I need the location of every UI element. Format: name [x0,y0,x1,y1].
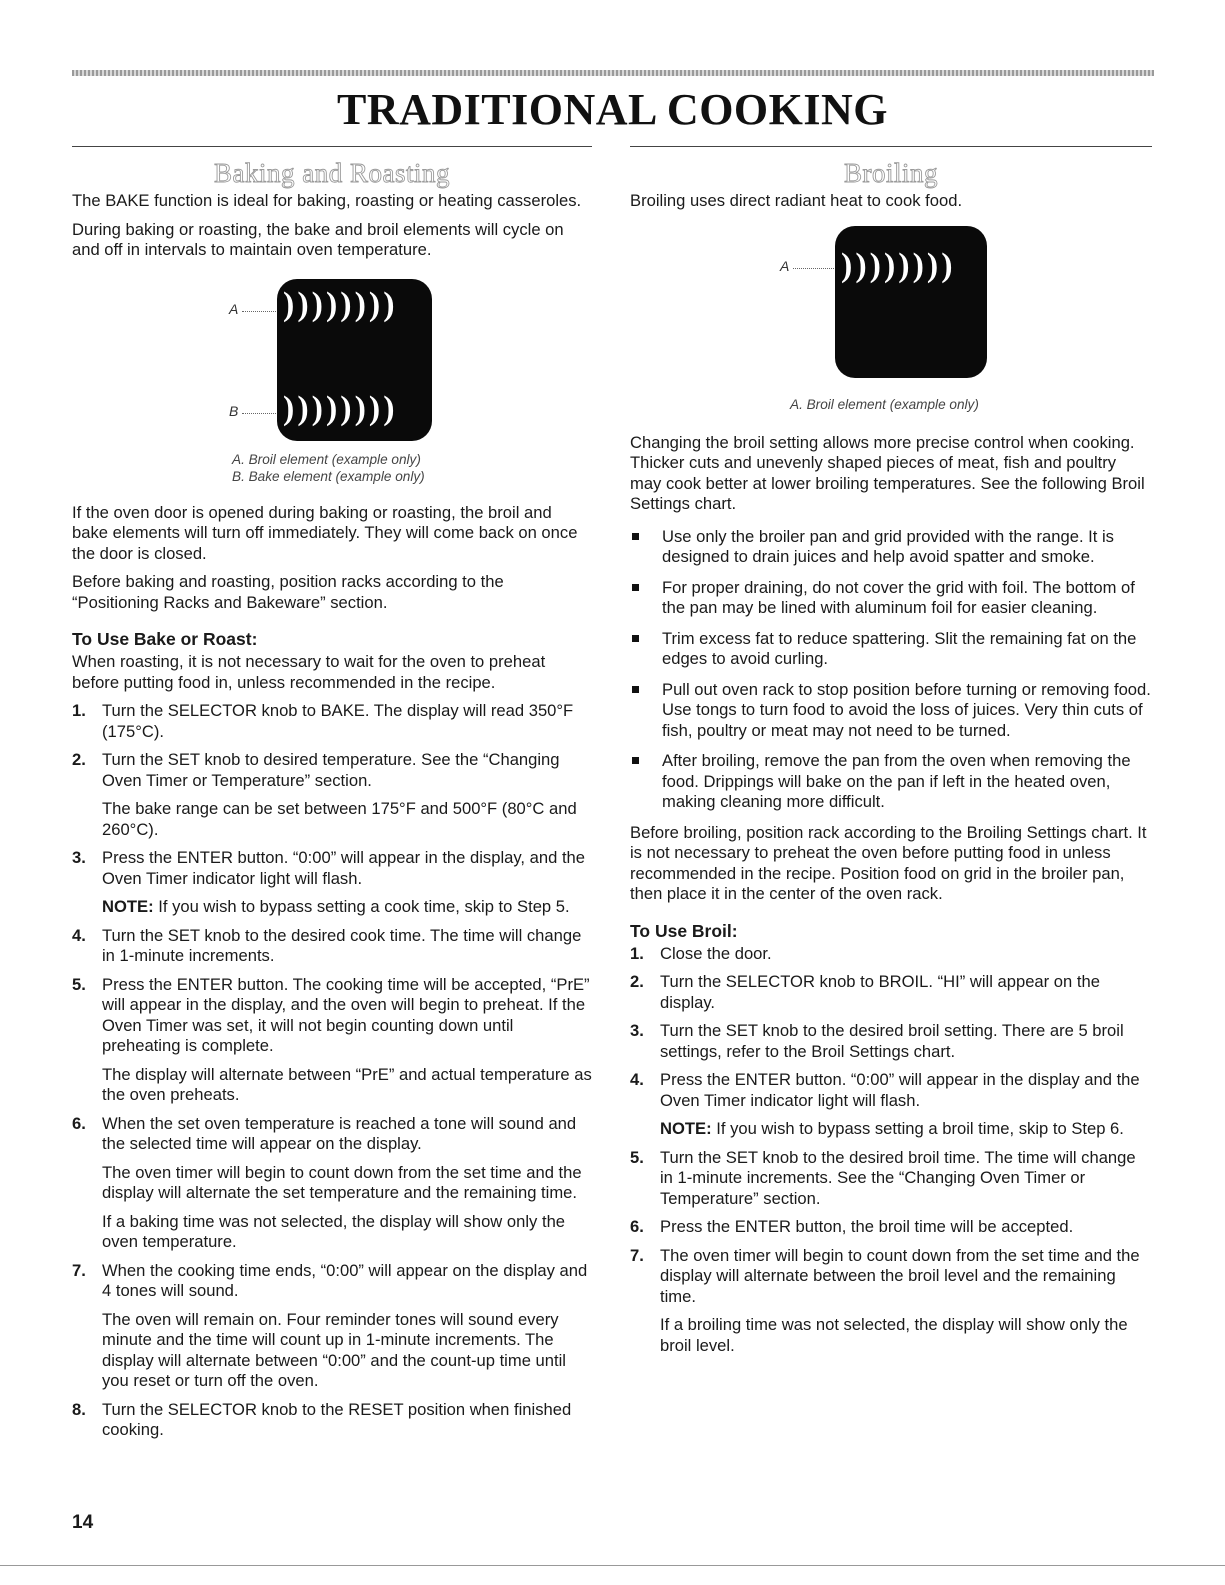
page-number: 14 [72,1512,94,1533]
broil-element-diagram-icon [835,226,987,378]
step-text: Press the ENTER button. “0:00” will appear in the display and the Oven Timer indicator light will flash. [660,1070,1140,1110]
callout-a: A [780,257,790,274]
bullet-square-icon [632,584,639,591]
list-item [630,680,1152,742]
oven-elements-diagram-icon [277,279,432,441]
step-number: 2. [630,972,644,991]
step-text: When the set oven temperature is reached a tone will sound and the selected time will appear on the display. [102,1113,577,1153]
bullet-square-icon [632,533,639,540]
top-decorative-rule [72,70,1154,76]
step-text: Turn the SET knob to the desired broil setting. There are 5 broil settings, refer to the Broil Settings chart. [660,1021,1124,1061]
bullet-square-icon [632,635,639,642]
step-number: 7. [630,1245,644,1265]
caption-a: A. Broil element (example only) [790,396,979,412]
note-text: If you wish to bypass setting a broil time, skip to Step 6. [711,1119,1124,1138]
step-text: Close the door. [660,943,772,963]
step-number: 4. [72,925,86,945]
step-text: The bake range can be set between 175°F and 500°F (80°C and 260°C). [102,799,577,839]
step-number: 5. [630,1147,644,1167]
step-text: Turn the SET knob to the desired cook time. The time will change in 1-minute increments. [102,925,582,965]
caption-b: B. Bake element (example only) [232,468,425,484]
leader-line [242,413,280,414]
bake-figure [72,269,592,445]
bullet-text: Use only the broiler pan and grid provided with the range. It is designed to drain juices and help avoid spatter and smoke. [662,526,1114,566]
note-label: NOTE: [660,1119,712,1138]
step-text: If a broiling time was not selected, the display will show only the broil level. [660,1315,1128,1355]
paragraph: Changing the broil setting allows more precise control when cooking. Thicker cuts and unevenly shaped pieces of meat, fish and poultry may cook better at lower broiling temperatures. See the following Broil Settings chart. [630,432,1145,513]
page-title: TRADITIONAL COOKING [336,85,889,134]
list-item [630,629,1152,670]
step-number: 6. [630,1217,644,1236]
broil-element-coil: )))))))) [283,285,398,323]
paragraph: Before baking and roasting, position racks according to the “Positioning Racks and Bakeware” section. [72,572,504,612]
step-text: Press the ENTER button, the broil time will be accepted. [660,1217,1074,1236]
list-item [72,1400,592,1441]
list-item [630,1070,1152,1140]
broil-element-coil: )))))))) [841,246,956,284]
step-note [660,1119,1152,1140]
broil-steps-list [630,944,1152,1357]
step-number: 4. [630,1070,644,1089]
bake-steps-list [72,701,592,1441]
leader-line [242,311,280,312]
step-text: Turn the SELECTOR knob to the RESET position when finished cooking. [102,1399,572,1439]
list-item [72,926,592,967]
right-column [630,146,1152,1364]
step-text: The display will alternate between “PrE” and actual temperature as the oven preheats. [102,1064,592,1104]
step-text: Turn the SELECTOR knob to BAKE. The display will read 350°F (175°C). [102,701,574,741]
step-number: 6. [72,1113,86,1133]
bullet-text: After broiling, remove the pan from the oven when removing the food. Drippings will bake on the pan if left in the heated oven, making cleaning more difficult. [662,751,1131,811]
list-item [630,1217,1152,1238]
subheading-broil: To Use Broil: [630,920,738,941]
list-item [72,1114,592,1253]
list-item [72,975,592,1106]
list-item [630,944,1152,965]
figure-caption [630,396,1152,413]
broil-figure [630,220,1152,380]
list-item [630,1021,1152,1062]
list-item [72,701,592,742]
list-item [630,972,1152,1013]
list-item [72,750,592,840]
bullet-square-icon [632,757,639,764]
step-number: 1. [72,701,86,720]
step-number: 5. [72,974,86,994]
step-text: Turn the SET knob to the desired broil time. The time will change in 1-minute increments. See the “Changing Oven Timer or Temperature” section. [660,1147,1136,1208]
right-column-rule [630,146,1152,147]
bullet-text: For proper draining, do not cover the grid with foil. The bottom of the pan may be lined with aluminum foil for easier cleaning. [662,577,1135,617]
step-text: The oven will remain on. Four reminder tones will sound every minute and the time will count up in 1-minute increments. The display will alternate between “0:00” and the count-up time until you reset or turn off the oven. [102,1309,566,1390]
list-item [630,751,1152,813]
list-item [630,1148,1152,1210]
callout-b: B [229,402,239,419]
bullet-square-icon [632,686,639,693]
note-text: If you wish to bypass setting a cook time, skip to Step 5. [153,897,570,916]
bullet-text: Pull out oven rack to stop position before turning or removing food. Use tongs to turn food to avoid the loss of juices. Very thin cuts of fish, poultry or meat may not need to be turned. [662,679,1151,740]
paragraph: Broiling uses direct radiant heat to cook food. [630,191,963,210]
figure-captions [72,451,592,485]
step-text: The oven timer will begin to count down from the set time and the display will alternate between the broil level and the remaining time. [660,1245,1140,1306]
step-text: The oven timer will begin to count down from the set time and the display will alternate the set temperature and the remaining time. [102,1162,582,1202]
section-heading-broiling: Broiling [843,158,938,188]
step-text: If a baking time was not selected, the display will show only the oven temperature. [102,1211,566,1251]
broil-tips-list [630,527,1152,813]
paragraph: Before broiling, position rack according to the Broiling Settings chart. It is not necessary to preheat the oven before putting food in unless recommended in the recipe. Position food on grid in the broiler pan, then place it in the center of the oven rack. [630,822,1147,903]
note-label: NOTE: [102,897,154,916]
step-number: 3. [72,848,86,867]
step-number: 2. [72,750,86,769]
list-item [630,578,1152,619]
step-note [102,897,592,918]
list-item [630,1246,1152,1357]
step-number: 3. [630,1021,644,1040]
list-item [630,527,1152,568]
paragraph: During baking or roasting, the bake and broil elements will cycle on and off in intervals to maintain oven temperature. [72,219,564,259]
left-column-rule [72,146,592,147]
subheading-bake: To Use Bake or Roast: [72,629,258,649]
bake-element-coil: )))))))) [283,389,398,427]
list-item [72,848,592,918]
step-text: Turn the SET knob to desired temperature. See the “Changing Oven Timer or Temperature” section. [102,750,560,790]
callout-a: A [229,300,239,317]
section-heading-baking: Baking and Roasting [214,158,450,188]
step-number: 1. [630,943,644,963]
step-text: When the cooking time ends, “0:00” will appear on the display and 4 tones will sound. [102,1260,588,1300]
leader-line [793,268,838,269]
step-number: 8. [72,1399,86,1419]
paragraph: If the oven door is opened during baking or roasting, the broil and bake elements will turn off immediately. They will come back on once the door is closed. [72,502,578,563]
step-number: 7. [72,1260,86,1280]
bullet-text: Trim excess fat to reduce spattering. Slit the remaining fat on the edges to avoid curling. [662,628,1137,668]
caption-a: A. Broil element (example only) [232,451,421,467]
step-text: Turn the SELECTOR knob to BROIL. “HI” will appear on the display. [660,972,1100,1012]
left-column [72,146,592,1449]
paragraph: When roasting, it is not necessary to wait for the oven to preheat before putting food in, unless recommended in the recipe. [72,652,546,692]
step-text: Press the ENTER button. The cooking time will be accepted, “PrE” will appear in the display, and the oven will begin to preheat. If the Oven Timer was set, it will not begin counting down until preheating is complete. [102,974,590,1055]
bottom-rule [0,1565,1225,1566]
step-text: Press the ENTER button. “0:00” will appear in the display, and the Oven Timer indicator light will flash. [102,848,586,888]
paragraph: The BAKE function is ideal for baking, roasting or heating casseroles. [72,191,582,210]
list-item [72,1261,592,1392]
